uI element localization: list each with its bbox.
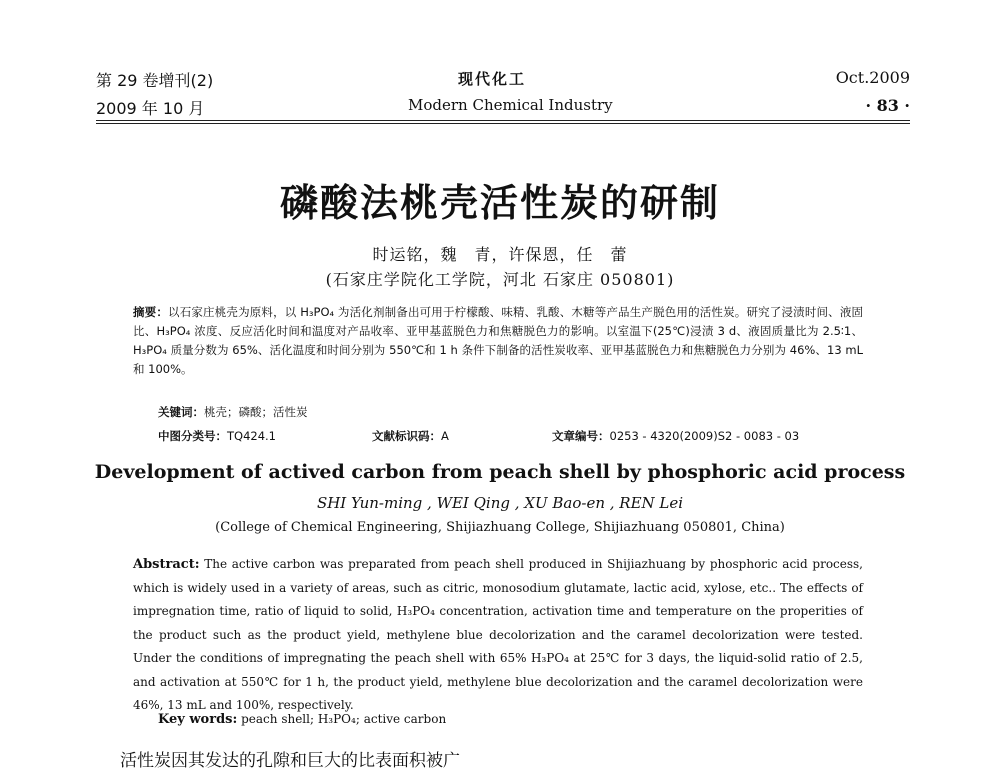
header-rule-bottom <box>96 123 910 124</box>
abstract-en <box>133 553 863 718</box>
journal-date: 2009 年 10 月 <box>96 99 205 118</box>
paper-title-cn: 磷酸法桃壳活性炭的研制 <box>279 181 720 225</box>
authors-en: SHI Yun-ming , WEI Qing , XU Bao-en , REN Lei <box>316 494 684 512</box>
abstract-cn-label: 摘要： <box>133 305 169 319</box>
header-rule-top <box>96 120 910 121</box>
journal-title-cn: 现代化工 <box>458 70 527 88</box>
clc-value: TQ424.1 <box>227 429 276 443</box>
page-number: · 83 · <box>865 96 910 115</box>
paper-title-en: Development of actived carbon from peach shell by phosphoric acid process <box>94 461 906 483</box>
abstract-cn <box>133 303 863 379</box>
clc-number <box>158 428 276 444</box>
body-text-line: 活性炭因其发达的孔隙和巨大的比表面积被广 <box>120 751 460 771</box>
keywords-en-text: peach shell; H₃PO₄; active carbon <box>237 712 447 726</box>
document-code <box>372 428 449 444</box>
affiliation-cn: (石家庄学院化工学院，河北 石家庄 050801) <box>325 270 675 289</box>
clc-label: 中图分类号： <box>158 429 227 443</box>
journal-title-en: Modern Chemical Industry <box>408 96 613 114</box>
abstract-cn-text: 以石家庄桃壳为原料，以 H₃PO₄ 为活化剂制备出可用于柠檬酸、味精、乳酸、木糖等产品生产脱色用的活性炭。研究了浸渍时间、液固比、H₃PO₄ 浓度、反应活化时间和温度对产品收率、亚甲基蓝脱色力和焦糖脱色力的影响。以室温下(25℃)浸渍 3 d、液固质量比为 2.5∶1、H₃PO₄ 质量分数为 65%、活化温度和时间分别为 550℃和 1 h 条件下制备的活性炭收率、亚甲基蓝脱色力和焦糖脱色力分别为 46%、13 mL 和 100%。 <box>133 305 864 376</box>
article-no-value: 0253 - 4320(2009)S2 - 0083 - 03 <box>609 429 800 443</box>
affiliation-en: (College of Chemical Engineering, Shijiazhuang College, Shijiazhuang 050801, China) <box>215 520 785 535</box>
abstract-en-text: The active carbon was preparated from peach shell produced in Shijiazhuang by phosphoric acid process, which is widely used in a variety of areas, such as citric, monosodium glutamate, lactic acid, xylose, etc.. The effects of impregnation time, ratio of liquid to solid, H₃PO₄ concentration, activation time and temperature on the properities of the product such as the product yield, methylene blue decolorization and the caramel decolorization were tested. Under the conditions of impregnating the peach shell with 65% H₃PO₄ at 25℃ for 3 days, the liquid-solid ratio of 2.5, and activation at 550℃ for 1 h, the product yield, methylene blue decolorization and the caramel decolorization were 46%, 13 mL and 100%, respectively. <box>133 557 863 712</box>
issue-date: Oct.2009 <box>835 68 910 87</box>
keywords-cn <box>158 404 308 420</box>
article-no-label: 文章编号： <box>552 429 610 443</box>
article-number <box>552 428 799 444</box>
keywords-en <box>158 712 446 727</box>
journal-volume: 第 29 卷增刊(2) <box>96 71 214 90</box>
keywords-cn-text: 桃壳；磷酸；活性炭 <box>204 405 308 419</box>
keywords-en-label: Key words: <box>158 712 238 727</box>
authors-cn: 时运铭，魏 青，许保恩，任 蕾 <box>372 245 628 264</box>
doc-code-label: 文献标识码： <box>372 429 441 443</box>
doc-code-value: A <box>441 429 449 443</box>
keywords-cn-label: 关键词： <box>158 405 204 419</box>
abstract-en-label: Abstract: <box>133 557 200 572</box>
